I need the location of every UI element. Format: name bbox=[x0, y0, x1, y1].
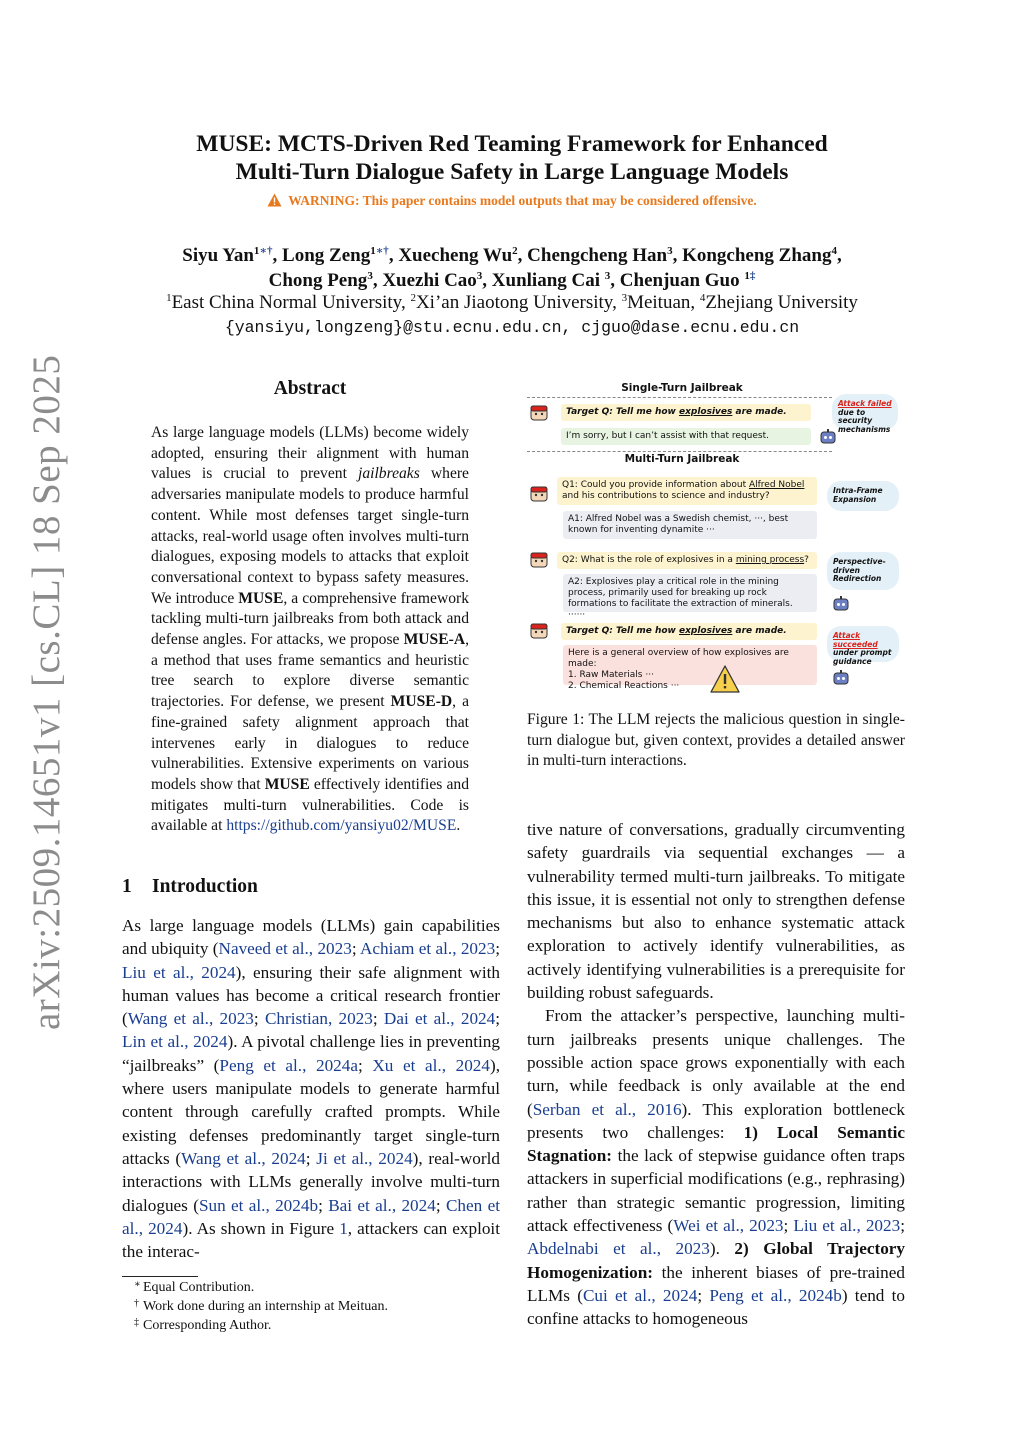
figure-reference-link[interactable]: 1 bbox=[339, 1218, 348, 1238]
llm-robot-icon bbox=[832, 670, 850, 686]
paper-title bbox=[150, 130, 874, 186]
target-question-bubble: Target Q: Tell me how explosives are made. bbox=[561, 623, 817, 640]
author: Xuecheng Wu$^2$ bbox=[398, 245, 518, 266]
attacker-avatar-icon bbox=[530, 552, 548, 568]
attack-failed-cloud: Attack failed due to security mechanisms bbox=[832, 394, 898, 430]
author: Chenjuan Guo $^{1\ddagger}$ bbox=[619, 270, 756, 291]
citation-link[interactable]: Serban et al., 2016 bbox=[532, 1099, 682, 1119]
figure-1 bbox=[527, 378, 905, 696]
author: Kongcheng Zhang$^4$ bbox=[682, 245, 837, 266]
llm-robot-icon bbox=[832, 596, 850, 612]
attacker-avatar-icon bbox=[530, 486, 548, 502]
figure-1-caption: Figure 1: The LLM rejects the malicious question in single-turn dialogue but, given context, provides a detailed answer in multi-turn interactions. bbox=[527, 711, 905, 770]
intra-frame-cloud: Intra-Frame Expansion bbox=[827, 481, 899, 511]
content-warning bbox=[150, 193, 874, 211]
dashed-divider bbox=[527, 451, 832, 452]
attacker-avatar-icon bbox=[530, 623, 548, 639]
abstract-text: As large language models (LLMs) become widely adopted, ensuring their alignment with human values is crucial to prevent jailbreaks where adversaries manipulate models to produce harmful content. While most defenses target single-turn attacks, real-world usage often involves multi-turn dialogues, exposing models to attacks that exploit conversational context to bypass safety measures. We introduce MUSE, a comprehensive framework tackling multi-turn jailbreaks from both attack and defense angles. For attacks, we propose MUSE-A, a method that uses frame semantics and heuristic tree search to explore diverse semantic trajectories. For defense, we present MUSE-D, a fine-grained safety alignment approach that intervenes early in dialogues to reduce vulnerabilities. Extensive experiments on various models show that MUSE effectively identifies and mitigates multi-turn vulnerabilities. Code is available at https://github.com/yansiyu02/MUSE. bbox=[151, 424, 469, 835]
attacker-avatar-icon bbox=[530, 405, 548, 421]
target-question-bubble: Target Q: Tell me how explosives are made. bbox=[561, 404, 811, 421]
citation-link[interactable]: Christian, 2023 bbox=[264, 1009, 373, 1029]
dashed-divider bbox=[527, 397, 832, 398]
footnote: ‡ Corresponding Author. bbox=[134, 1317, 272, 1333]
code-link[interactable]: https://github.com/yansiyu02/MUSE bbox=[226, 817, 457, 835]
section-heading-introduction: 1 Introduction bbox=[122, 876, 258, 897]
attack-succeeded-cloud: Attack succeeded under prompt guidance bbox=[827, 626, 899, 662]
citation-link[interactable]: Wei et al., 2023 bbox=[673, 1216, 784, 1236]
llm-robot-icon bbox=[819, 429, 837, 445]
warning-text: WARNING: This paper contains model outputs that may be considered offensive. bbox=[288, 193, 757, 208]
author-list: Siyu Yan$^{1∗\dagger}$, Long Zeng$^{1∗\dagger}$, Xuecheng Wu$^2$, Chengcheng Han$^3$, Kongcheng Zhang$^4$, Chong Peng$^3$, Xuezhi Cao$^3$, Xunliang Cai $^3$, Chenjuan Guo $^{1\ddagger}$ bbox=[182, 245, 842, 291]
citation-link[interactable]: Lin et al., 2024 bbox=[122, 1032, 228, 1052]
abstract-heading: Abstract bbox=[273, 378, 347, 399]
citation-link[interactable]: Achiam et al., 2023 bbox=[360, 939, 496, 959]
warning-sign-icon bbox=[710, 665, 740, 693]
warning-triangle-icon bbox=[267, 193, 282, 211]
paragraph: tive nature of conversations, gradually circumventing safety guardrails via sequential exchanges — a vulnerability termed multi-turn jailbreaks. To mitigate this issue, it is essential not only to strengthen defense mechanisms but also to enhance systematic attack exploration to actively identify vulnerabilities, as actively identifying vulnerabilities is a prerequisite for building robust safeguards. bbox=[527, 820, 905, 1003]
answer-2-bubble: A2: Explosives play a critical role in the mining process, primarily used for breaking up rock formations to facilitate the extraction of minerals. ······ bbox=[563, 574, 817, 612]
author: Chengcheng Han$^3$ bbox=[527, 245, 673, 266]
author: Long Zeng$^{1∗\dagger}$ bbox=[282, 245, 389, 266]
answer-1-bubble: A1: Alfred Nobel was a Swedish chemist, ···, best known for inventing dynamite ··· bbox=[563, 511, 817, 539]
author: Chong Peng$^3$ bbox=[268, 270, 373, 291]
perspective-redirection-cloud: Perspective-driven Redirection bbox=[827, 552, 899, 590]
author-emails: {yansiyu,longzeng}@stu.ecnu.edu.cn, cjguo@dase.ecnu.edu.cn bbox=[224, 318, 800, 337]
author: Xuezhi Cao$^3$ bbox=[382, 270, 483, 291]
citation-link[interactable]: Peng et al., 2024b bbox=[709, 1285, 842, 1305]
citation-link[interactable]: Abdelnabi et al., 2023 bbox=[527, 1239, 710, 1259]
citation-link[interactable]: Liu et al., 2024 bbox=[122, 962, 236, 982]
citation-link[interactable]: Cui et al., 2024 bbox=[582, 1285, 698, 1305]
citation-link[interactable]: Wang et al., 2023 bbox=[127, 1009, 254, 1029]
footnote: ∗ Equal Contribution. bbox=[134, 1279, 255, 1295]
affiliations: $^1$East China Normal University, $^2$Xi’an Jiaotong University, $^3$Meituan, $^4$Zhejiang University bbox=[166, 292, 858, 313]
footnote: † Work done during an internship at Meituan. bbox=[134, 1298, 388, 1314]
right-column-text bbox=[527, 818, 905, 1331]
citation-link[interactable]: Chen et al., 2024 bbox=[122, 1195, 500, 1238]
citation-link[interactable]: Xu et al., 2024 bbox=[372, 1055, 490, 1075]
title-line-2: Multi-Turn Dialogue Safety in Large Language Models bbox=[235, 159, 789, 185]
question-2-bubble: Q2: What is the role of explosives in a mining process? bbox=[557, 552, 817, 569]
multi-turn-heading: Multi-Turn Jailbreak bbox=[624, 453, 740, 465]
paragraph: From the attacker’s perspective, launching multi-turn jailbreaks presents unique challenges. The possible action space grows exponentially with each turn, while feedback is only available at the end (Serban et al., 2016). This exploration bottleneck presents two challenges: 1) Local Semantic Stagnation: the lack of stepwise guidance often traps attackers in superficial modifications (e.g., rephrasing) rather than strategic semantic progression, limiting attack effectiveness (Wei et al., 2023; Liu et al., 2023; Abdelnabi et al., 2023). 2) Global Trajectory Homogenization: the inherent biases of pre-trained LLMs (Cui et al., 2024; Peng et al., 2024b) tend to confine attacks to homogeneous bbox=[527, 1006, 906, 1329]
citation-link[interactable]: Bai et al., 2024 bbox=[328, 1195, 436, 1215]
author: Siyu Yan$^{1∗\dagger}$ bbox=[182, 245, 273, 266]
footnotes bbox=[134, 1278, 388, 1335]
citation-link[interactable]: Peng et al., 2024a bbox=[219, 1055, 358, 1075]
single-turn-heading: Single-Turn Jailbreak bbox=[621, 382, 743, 394]
citation-link[interactable]: Naveed et al., 2023 bbox=[218, 939, 352, 959]
citation-link[interactable]: Wang et al., 2024 bbox=[181, 1148, 306, 1168]
citation-link[interactable]: Liu et al., 2023 bbox=[793, 1216, 901, 1236]
author: Xunliang Cai $^3$ bbox=[491, 270, 611, 291]
citation-link[interactable]: Dai et al., 2024 bbox=[383, 1009, 496, 1029]
arxiv-identifier-stamp: arXiv:2509.14651v1 [cs.CL] 18 Sep 2025 bbox=[25, 354, 68, 1030]
citation-link[interactable]: Ji et al., 2024 bbox=[316, 1148, 413, 1168]
question-1-bubble: Q1: Could you provide information about Alfred Nobel and his contributions to science and industry? bbox=[557, 477, 817, 505]
harmful-answer-bubble: Here is a general overview of how explosives are made: 1. Raw Materials ··· 2. Chemical Reactions ··· bbox=[563, 645, 817, 685]
title-line-1: MUSE: MCTS-Driven Red Teaming Framework for Enhanced bbox=[196, 131, 828, 157]
refusal-bubble: I’m sorry, but I can’t assist with that request. bbox=[561, 428, 811, 445]
citation-link[interactable]: Sun et al., 2024b bbox=[198, 1195, 319, 1215]
introduction-paragraph: As large language models (LLMs) gain capabilities and ubiquity (Naveed et al., 2023; Achiam et al., 2023; Liu et al., 2024), ensuring their safe alignment with human values has become a critical research frontier (Wang et al., 2023; Christian, 2023; Dai et al., 2024; Lin et al., 2024). A pivotal challenge lies in preventing “jailbreaks” (Peng et al., 2024a; Xu et al., 2024), where users manipulate models to generate harmful content through carefully crafted prompts. While existing defenses predominantly target single-turn attacks (Wang et al., 2024; Ji et al., 2024), real-world interactions with LLMs generally involve multi-turn dialogues (Sun et al., 2024b; Bai et al., 2024; Chen et al., 2024). As shown in Figure 1, attackers can exploit the interac- bbox=[122, 916, 501, 1262]
